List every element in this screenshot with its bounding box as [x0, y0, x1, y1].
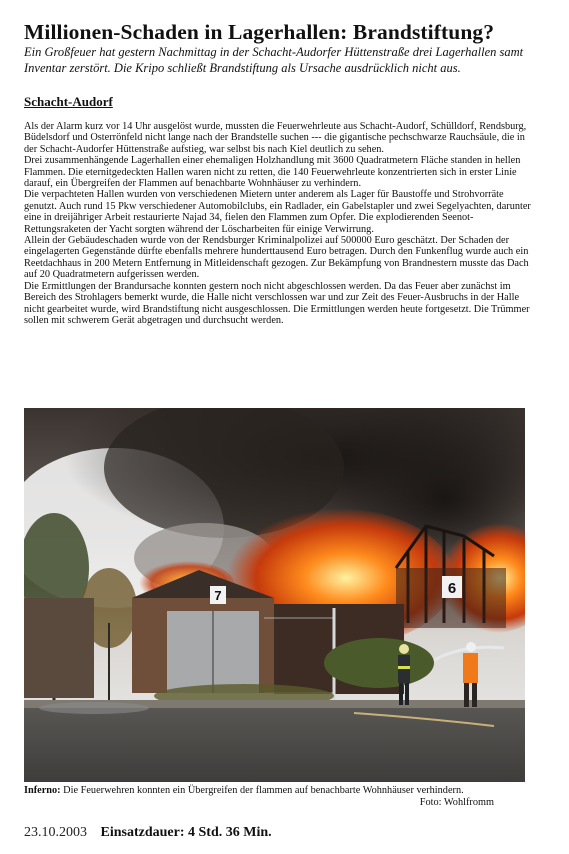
article-body [24, 121, 536, 326]
photo-credit: Foto: Wohlfromm [419, 796, 494, 808]
hall-number-6: 6 [447, 580, 457, 597]
footer-date: 23.10.2003 [24, 825, 87, 840]
fire-photo [24, 408, 525, 782]
paragraph: Als der Alarm kurz vor 14 Uhr ausgelöst wurde, mussten die Feuerwehrleute aus Schacht-Audorf, Schülldorf, Rendsburg, Büdelsdorf und Osterrönfeld nicht lange nach der Brandstelle suchen --- die gigantische pechschwarze Rauchsäule, die in der Schacht-Audorfer Hüttenstraße aufstieg, war selbst bis nach Kiel deutlich zu sehen. [24, 121, 527, 155]
headline: Millionen-Schaden in Lagerhallen: Brandstiftung? [24, 20, 495, 44]
footer [24, 825, 272, 841]
dateline: Schacht-Audorf [24, 94, 113, 109]
hall-number-7: 7 [214, 588, 222, 603]
fire-scene-illustration [24, 408, 525, 782]
operation-duration: Einsatzdauer: 4 Std. 36 Min. [100, 825, 272, 840]
paragraph: Drei zusammenhängende Lagerhallen einer ehemaligen Holzhandlung mit 3600 Quadratmetern Fläche standen in hellen Flammen. Die eternitgedeckten Hallen waren nicht zu retten, die 140 Feuerwehrleute konzentrierten sich in erster Linie darauf, ein Übergreifen der Flammen auf benachbarte Wohnhäuser zu verhindern. [24, 155, 521, 190]
caption-text: Die Feuerwehren konnten ein Übergreifen der flammen auf benachbarte Wohnhäuser verhindern. [60, 785, 464, 796]
photo-caption [24, 785, 494, 808]
caption-label: Inferno: [24, 785, 61, 796]
paragraph: Die Ermittlungen der Brandursache konnten gestern noch nicht abgeschlossen werden. Da das Feuer aber zunächst im Bereich des Strohlagers bemerkt wurde, die Halle nicht verschlossen war und zur Zeit des Feuer-Ausbruchs in der Halle nicht gearbeitet wurde, wird Brandstiftung nicht ausgeschlossen. Die Ermittlungen werden heute fortgesetzt. Die Trümmer sollen mit schwerem Gerät abgetragen und durchsucht werden. [24, 280, 530, 326]
paragraph: Die verpachteten Hallen wurden von verschiedenen Mietern unter anderem als Lager für Baustoffe und Strohvorräte genutzt. Auch rund 15 Pkw verschiedener Automobilclubs, ein Radlader, ein Gabelstapler und zwei Segelyachten, darunter eine in dreijähriger Arbeit restaurierte Najad 34, fielen den Flammen zum Opfer. Die explodierenden Seenot-Rettungsraketen der Yacht sorgten während der Löscharbeiten für einige Verwirrung. [24, 189, 531, 235]
lead-text: Ein Großfeuer hat gestern Nachmittag in der Schacht-Audorfer Hüttenstraße drei Lagerhallen samt Inventar zerstört. Die Kripo schließt Brandstiftung als Ursache ausdrücklich nicht aus. [24, 45, 524, 75]
paragraph: Allein der Gebäudeschaden wurde von der Rendsburger Kriminalpolizei auf 500000 Euro geschätzt. Der Schaden der eingelagerten Gegenstände dürfte ebenfalls mehrere hunderttausend Euro betragen. Durch den Funkenflug wurde auch ein Reetdachhaus in 200 Metern Entfernung in Mitleidenschaft gezogen. Zur Bekämpfung von Brandnestern musste das Dach auf 20 Quadratmetern aufgerissen werden. [24, 235, 529, 281]
